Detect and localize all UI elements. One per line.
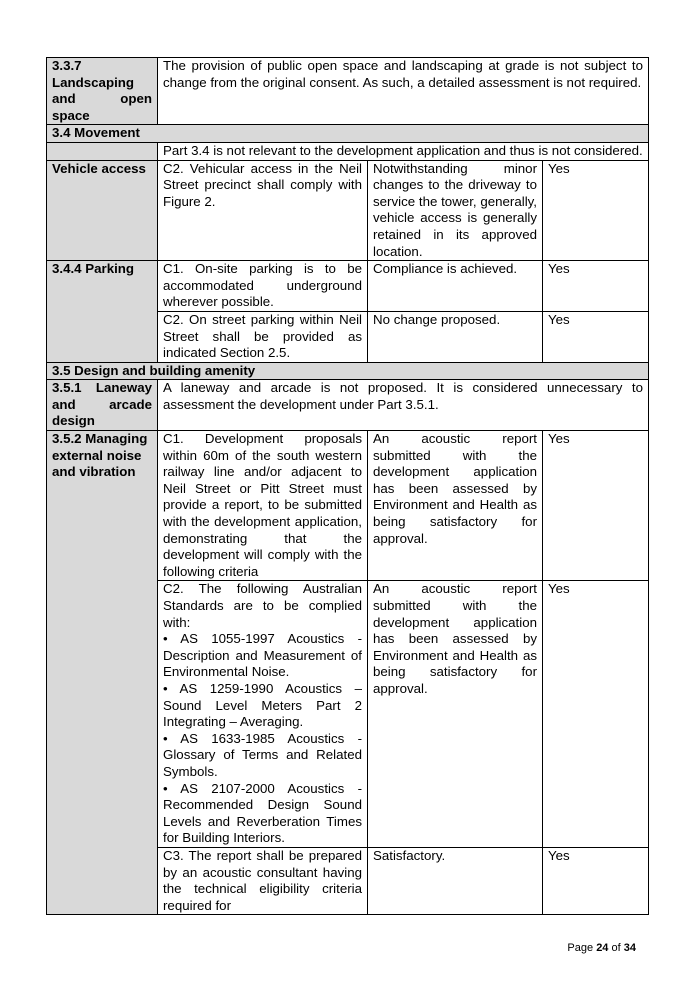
- standards-intro: C2. The following Australian Standards are to be complied with:: [163, 581, 362, 630]
- complies-value: Yes: [543, 261, 649, 312]
- complies-value: Yes: [543, 847, 649, 914]
- standard-item: • AS 1633-1985 Acoustics - Glossary of Terms and Related Symbols.: [163, 730, 362, 779]
- section-row: [47, 125, 649, 143]
- assessment-table: [46, 57, 649, 915]
- comment-text: An acoustic report submitted with the development application has been assessed by Environment and Health as being satisfactory for approval.: [368, 431, 543, 581]
- section-row: [47, 362, 649, 380]
- row-heading: 3.5.1 Laneway and arcade design: [47, 380, 158, 431]
- control-standards: [158, 581, 368, 848]
- comment-text: Satisfactory.: [368, 847, 543, 914]
- complies-value: Yes: [543, 160, 649, 261]
- control-text: C1. Development proposals within 60m of the south western railway line and/or adjacent to Neil Street or Pitt Street must provide a report, to be submitted with the development application, demonstrating that the development will comply with the following criteria: [158, 431, 368, 581]
- comment-text: Compliance is achieved.: [368, 261, 543, 312]
- row-text: A laneway and arcade is not proposed. It is considered unnecessary to assessment the development under Part 3.5.1.: [158, 380, 649, 431]
- control-text: C1. On-site parking is to be accommodated underground wherever possible.: [158, 261, 368, 312]
- comment-text: An acoustic report submitted with the development application has been assessed by Environment and Health as being satisfactory for approval.: [368, 581, 543, 848]
- row-text: Part 3.4 is not relevant to the development application and thus is not considered.: [158, 142, 649, 160]
- row-text: The provision of public open space and landscaping at grade is not subject to change from the original consent. As such, a detailed assessment is not required.: [158, 58, 649, 125]
- complies-value: Yes: [543, 431, 649, 581]
- control-text: C2. On street parking within Neil Street shall be provided as indicated Section 2.5.: [158, 311, 368, 362]
- page-of: of: [611, 942, 621, 954]
- row-heading: Vehicle access: [47, 160, 158, 261]
- comment-text: No change proposed.: [368, 311, 543, 362]
- standard-item: • AS 2107-2000 Acoustics - Recommended Design Sound Levels and Reverberation Times for Building Interiors.: [163, 780, 362, 846]
- table-row: [47, 58, 649, 125]
- table-row: [47, 160, 649, 261]
- row-heading-empty: [47, 142, 158, 160]
- complies-value: Yes: [543, 581, 649, 848]
- table-row: [47, 431, 649, 581]
- row-heading: 3.4.4 Parking: [47, 261, 158, 363]
- control-text: C3. The report shall be prepared by an acoustic consultant having the technical eligibility criteria required for: [158, 847, 368, 914]
- table-row: [47, 142, 649, 160]
- comment-text: Notwithstanding minor changes to the driveway to service the tower, generally, vehicle access is generally retained in its approved location.: [368, 160, 543, 261]
- control-text: C2. Vehicular access in the Neil Street precinct shall comply with Figure 2.: [158, 160, 368, 261]
- row-heading: 3.3.7 Landscaping and open space: [47, 58, 158, 125]
- page-number: 24: [596, 942, 609, 954]
- standard-item: • AS 1259-1990 Acoustics – Sound Level Meters Part 2 Integrating – Averaging.: [163, 680, 362, 730]
- complies-value: Yes: [543, 311, 649, 362]
- row-heading: 3.5.2 Managing external noise and vibration: [47, 431, 158, 915]
- page-footer: [567, 942, 636, 954]
- table-row: [47, 261, 649, 312]
- page-label: Page: [567, 942, 594, 954]
- table-row: [47, 380, 649, 431]
- page-total: 34: [623, 942, 636, 954]
- section-heading: 3.4 Movement: [47, 125, 649, 143]
- standard-item: • AS 1055-1997 Acoustics - Description and Measurement of Environmental Noise.: [163, 631, 362, 680]
- section-heading: 3.5 Design and building amenity: [47, 362, 649, 380]
